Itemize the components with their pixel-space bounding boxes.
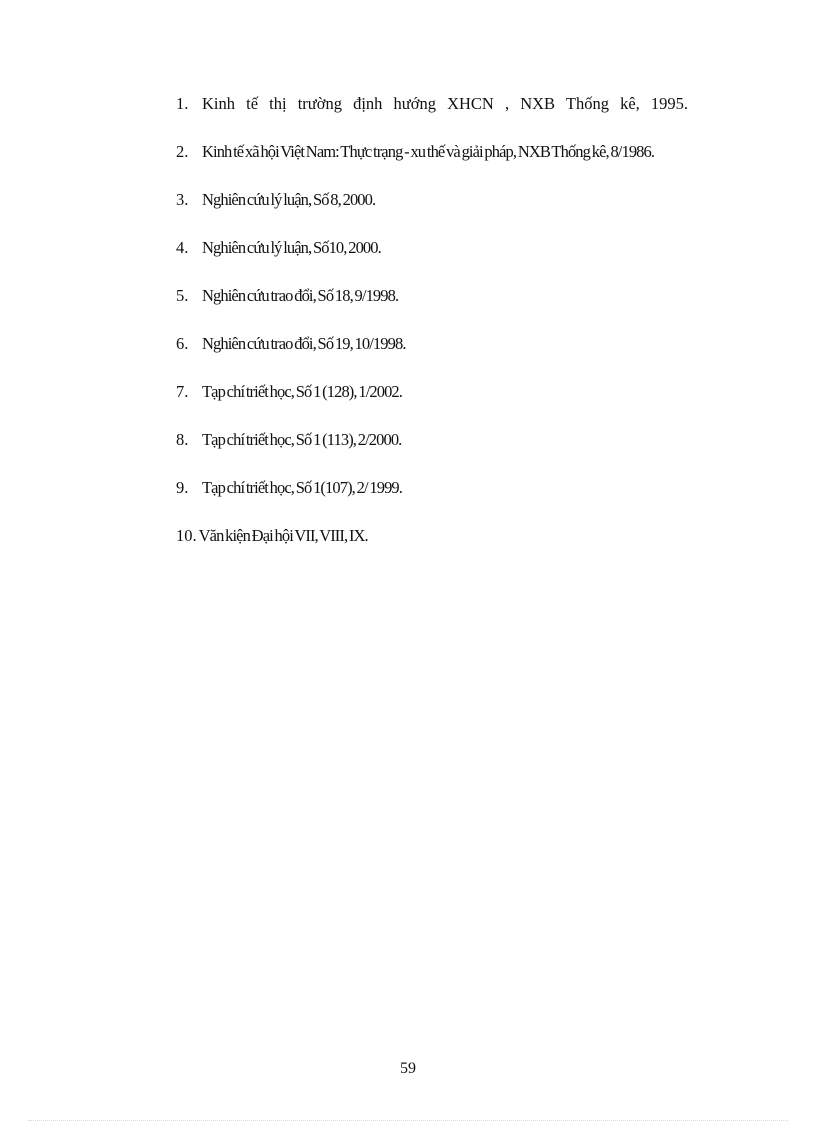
reference-number: 1. [176,94,189,113]
reference-item [176,380,742,428]
reference-text: Nghiên cứu trao đổi, Số 18, 9/1998. [202,286,399,305]
reference-text: Tạp chí triết học, Số 1(107), 2/ 1999. [202,478,403,497]
reference-text: Nghiên cứu trao đổi, Số 19, 10/1998. [202,334,406,353]
reference-text: Tạp chí triết học, Số 1 (128), 1/2002. [202,382,403,401]
reference-text: Văn kiện Đại hội VII, VIII, IX. [198,526,368,545]
reference-item [176,332,742,380]
reference-number: 8. [176,430,189,449]
reference-number: 2. [176,142,189,161]
reference-number: 10. [176,526,197,545]
reference-number: 3. [176,190,189,209]
reference-item [176,236,742,284]
reference-item [176,188,742,236]
reference-text: Tạp chí triết học, Số 1 (113), 2/2000. [202,430,402,449]
reference-text: Nghiên cứu lý luận, Số 8, 2000. [202,190,376,209]
reference-text: Nghiên cứu lý luận, Số10, 2000. [202,238,381,257]
reference-number: 7. [176,382,189,401]
reference-number: 4. [176,238,189,257]
reference-item [176,428,742,476]
reference-text: Kinh tế thị trường định hướng XHCN , NXB Thống kê, 1995. [202,94,689,113]
reference-number: 6. [176,334,189,353]
reference-list [176,92,742,572]
reference-item [176,524,742,572]
page-number: 59 [400,1060,416,1077]
reference-number: 9. [176,478,189,497]
page-bottom-divider [28,1120,788,1121]
reference-item [176,476,742,524]
reference-item [176,140,742,188]
reference-text: Kinh tế xã hội Việt Nam: Thực trạng - xu thế và giải pháp, NXB Thống kê, 8/1986. [202,142,655,161]
reference-item [176,284,742,332]
reference-number: 5. [176,286,189,305]
reference-item [176,92,742,140]
